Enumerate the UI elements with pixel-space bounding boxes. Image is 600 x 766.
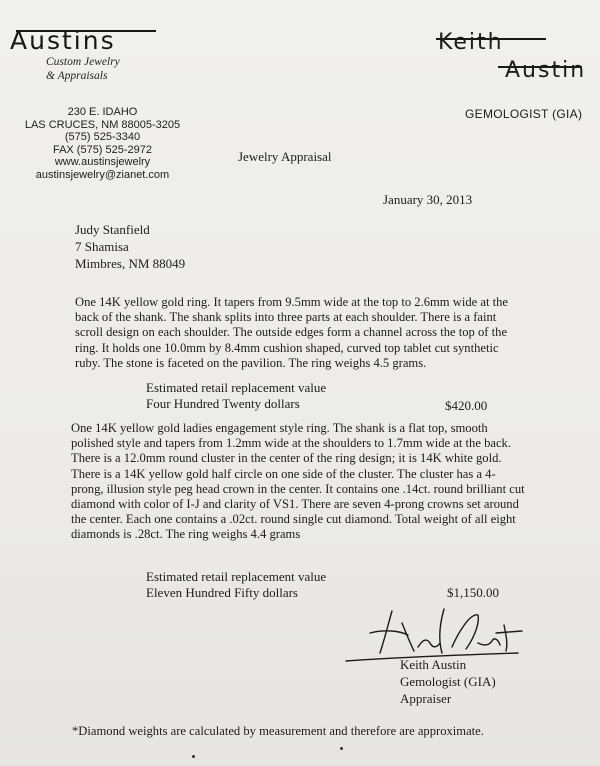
recipient-address (75, 222, 185, 272)
document-date: January 30, 2013 (383, 192, 473, 207)
handwritten-signature (340, 603, 540, 663)
value-label: Estimated retail replacement value (146, 569, 327, 584)
signer-name: Keith Austin (400, 657, 467, 672)
footnote: *Diamond weights are calculated by measurement and therefore are approximate. (72, 724, 484, 738)
value-block (146, 380, 326, 411)
recipient-line: 7 Shamisa (75, 238, 129, 254)
value-block (146, 569, 326, 600)
value-words: Four Hundred Twenty dollars (146, 395, 300, 411)
gemologist-first-name: Keith (438, 30, 504, 55)
gemologist-title: GEMOLOGIST (GIA) (465, 107, 583, 121)
scan-speck (340, 747, 343, 750)
address-line: (575) 525-3340 (64, 131, 141, 144)
company-logo: Austins (10, 26, 116, 55)
document-title: Jewelry Appraisal (238, 149, 332, 164)
address-line: austinsjewelry@zianet.com (35, 168, 170, 181)
value-words: Eleven Hundred Fifty dollars (146, 584, 298, 600)
value-label: Estimated retail replacement value (146, 380, 327, 395)
logo-tagline-2: & Appraisals (46, 70, 108, 82)
address-line: www.austinsjewelry (54, 156, 151, 169)
item-description: One 14K yellow gold ladies engagement style ring. The shank is a flat top, smooth polished style and tapers from 1.2mm wide at the shoulders to 1.7mm wide at the back. There is a 12.0mm round cluster in the center of the ring design; it is 14K white gold. There is a 14K yellow gold half circle on one side of the cluster. The cluster has a 4-prong, illusion style peg head crown in the center. It contains one .14ct. round brilliant cut diamond with color of I-J and clarity of VS1. There are seven 4-prong crowns set around the center. Each one contains a .02ct. round single cut diamond. Total weight of all eight diamonds is .28ct. The ring weighs 4.4 grams (71, 421, 525, 542)
address-line: FAX (575) 525-2972 (52, 143, 153, 156)
recipient-line: Judy Stanfield (75, 222, 150, 237)
signer-title: Gemologist (GIA) (400, 674, 496, 689)
item-price: $420.00 (445, 398, 488, 413)
address-line: 230 E. IDAHO (67, 106, 138, 118)
gemologist-last-name: Austin (505, 58, 587, 83)
company-address (10, 106, 195, 182)
logo-tagline-1: Custom Jewelry (46, 56, 120, 68)
item-description: One 14K yellow gold ring. It tapers from 9.5mm wide at the top to 2.6mm wide at the back of the shank. The shank splits into three parts at each shoulder. There is a faint scroll design on each shoulder. The outside edges form a channel across the top of the ring. It holds one 10.0mm by 8.4mm cushion shaped, curved top tablet cut synthetic ruby. The stone is faceted on the pavilion. The ring weighs 4.5 grams. (75, 295, 509, 370)
item-price: $1,150.00 (447, 585, 499, 600)
scan-speck (192, 755, 195, 758)
recipient-line: Mimbres, NM 88049 (75, 255, 186, 271)
address-line: LAS CRUCES, NM 88005-3205 (24, 118, 181, 131)
signer-role: Appraiser (400, 691, 452, 706)
signature-block (400, 656, 496, 707)
